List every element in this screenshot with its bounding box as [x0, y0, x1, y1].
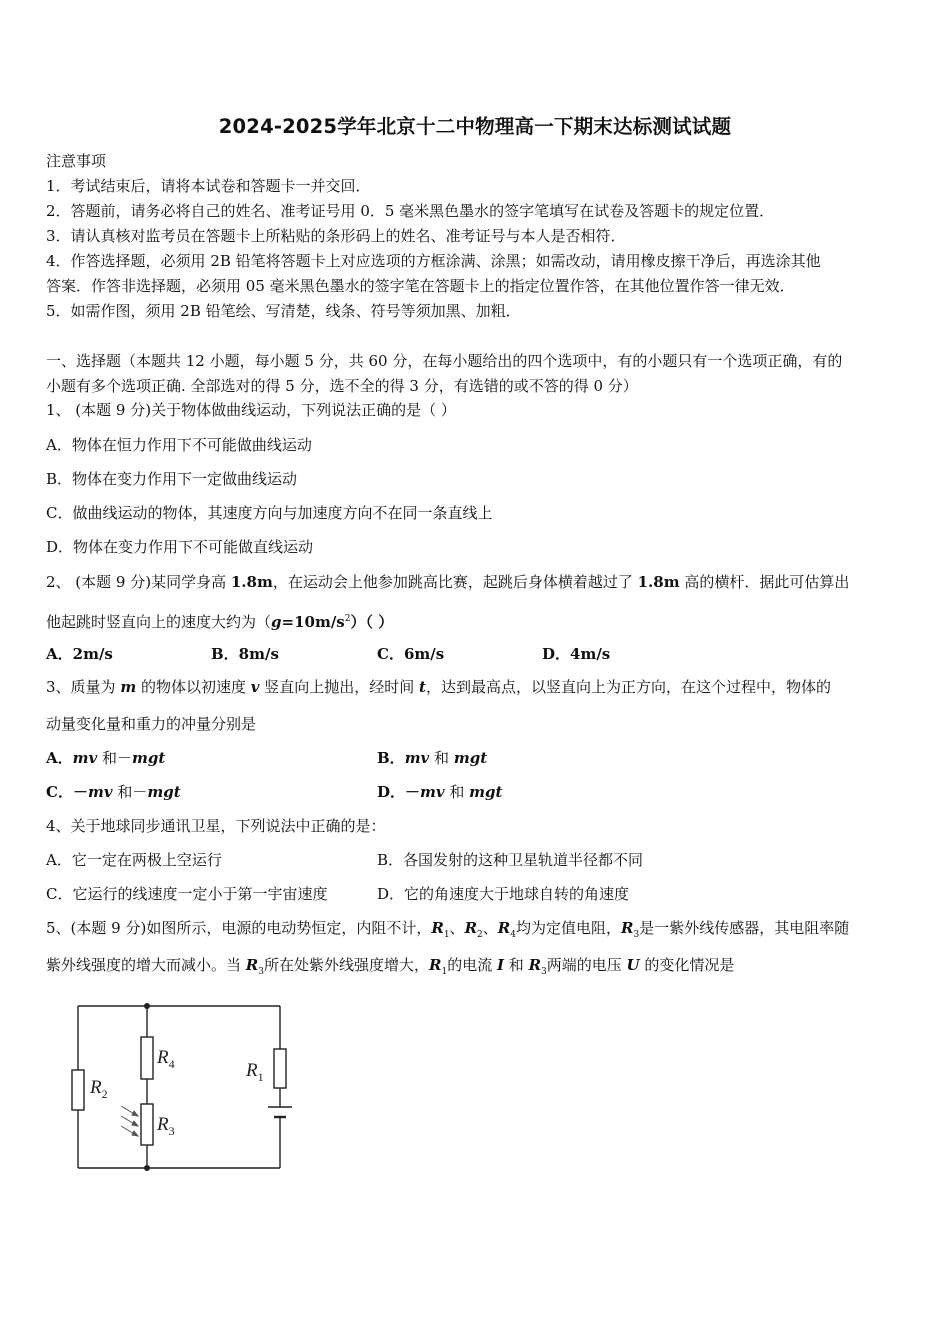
q2-option-b[interactable]: B．8m/s [211, 645, 279, 663]
question-4-stem: 4、关于地球同步通讯卫星，下列说法中正确的是： [46, 817, 386, 835]
q2-option-d[interactable]: D．4m/s [542, 645, 611, 663]
q1-option-d[interactable]: D．物体在变力作用下不可能做直线运动 [46, 538, 314, 556]
q2-option-a[interactable]: A．2m/s [46, 645, 113, 663]
q1-option-b[interactable]: B．物体在变力作用下一定做曲线运动 [46, 470, 298, 488]
question-5-stem: 5、(本题 9 分)如图所示，电源的电动势恒定，内阻不计，$R_1$、$R_2$、$R_4$均为定值电阻，$R_3$是一紫外线传感器，其电阻率随 [46, 919, 850, 940]
section-instructions-line1: 一、选择题（本题共 12 小题，每小题 5 分，共 60 分，在每小题给出的四个选项中，有的小题只有一个选项正确，有的 [46, 352, 843, 370]
label-r1: $R_1$ [246, 1060, 264, 1084]
page-title: 2024-2025学年北京十二中物理高一下期末达标测试试题 [218, 115, 732, 138]
question-1-stem: 1、 (本题 9 分)关于物体做曲线运动，下列说法正确的是（ ） [46, 401, 456, 419]
q3-option-a[interactable]: A．mv 和－mgt [46, 749, 166, 767]
q4-option-c[interactable]: C．它运行的线速度一定小于第一宇宙速度 [46, 885, 328, 903]
notice-item: 答案．作答非选择题，必须用 05 毫米黑色墨水的签字笔在答题卡上的指定位置作答，在其他位置作答一律无效． [46, 277, 795, 295]
question-2-stem-line2: 他起跳时竖直向上的速度大约为$(g=10m/s^2)$（ ） [46, 613, 394, 631]
question-2-stem: 2、 (本题 9 分)某同学身高 1.8m，在运动会上他参加跳高比赛，起跳后身体横着越过了 1.8m 高的横杆．据此可估算出 [46, 573, 850, 591]
label-r2: $R_2$ [90, 1077, 108, 1101]
label-r4: $R_4$ [157, 1047, 175, 1071]
sensor-r3 [141, 1104, 153, 1145]
q4-option-b[interactable]: B．各国发射的这种卫星轨道半径都不同 [377, 851, 644, 869]
notice-item: 4．作答选择题，必须用 2B 铅笔将答题卡上对应选项的方框涂满、涂黑；如需改动，请用橡皮擦干净后，再选涂其他 [46, 252, 821, 270]
q1-option-a[interactable]: A．物体在恒力作用下不可能做曲线运动 [46, 436, 312, 454]
resistor-r4 [141, 1037, 153, 1079]
question-3-stem-line2: 动量变化量和重力的冲量分别是 [46, 715, 257, 733]
section-instructions-line2: 小题有多个选项正确. 全部选对的得 5 分，选不全的得 3 分，有选错的或不答的得 0 分） [46, 377, 638, 395]
circuit-diagram [60, 995, 310, 1180]
q3-option-b[interactable]: B．mv 和 mgt [377, 749, 488, 767]
q3-option-c[interactable]: C．－mv 和－mgt [46, 783, 181, 801]
notice-item: 2．答题前，请务必将自己的姓名、准考证号用 0．5 毫米黑色墨水的签字笔填写在试卷及答题卡的规定位置． [46, 202, 775, 220]
notice-item: 1．考试结束后，请将本试卷和答题卡一并交回． [46, 177, 371, 195]
q1-option-c[interactable]: C．做曲线运动的物体，其速度方向与加速度方向不在同一条直线上 [46, 504, 493, 522]
question-5-stem-line2: 紫外线强度的增大而减小。当 $R_3$所在处紫外线强度增大，$R_1$的电流 I 和 $R_3$两端的电压 U 的变化情况是 [46, 956, 735, 977]
label-r3: $R_3$ [157, 1114, 175, 1138]
q4-option-d[interactable]: D．它的角速度大于地球自转的角速度 [377, 885, 630, 903]
question-3-stem: 3、质量为 m 的物体以初速度 v 竖直向上抛出，经时间 t，达到最高点，以竖直向上为正方向，在这个过程中，物体的 [46, 678, 831, 696]
q2-option-c[interactable]: C．6m/s [377, 645, 445, 663]
resistor-r1 [274, 1049, 286, 1088]
notice-item: 5．如需作图，须用 2B 铅笔绘、写清楚，线条、符号等须加黑、加粗． [46, 302, 521, 320]
notice-heading: 注意事项 [46, 152, 107, 170]
notice-item: 3．请认真核对监考员在答题卡上所粘贴的条形码上的姓名、准考证号与本人是否相符． [46, 227, 626, 245]
uv-light-arrows [121, 1106, 138, 1136]
q4-option-a[interactable]: A．它一定在两极上空运行 [46, 851, 222, 869]
junction-bottom [144, 1165, 150, 1171]
resistor-r2 [72, 1070, 84, 1110]
q3-option-d[interactable]: D．－mv 和 mgt [377, 783, 503, 801]
junction-top [144, 1003, 150, 1009]
